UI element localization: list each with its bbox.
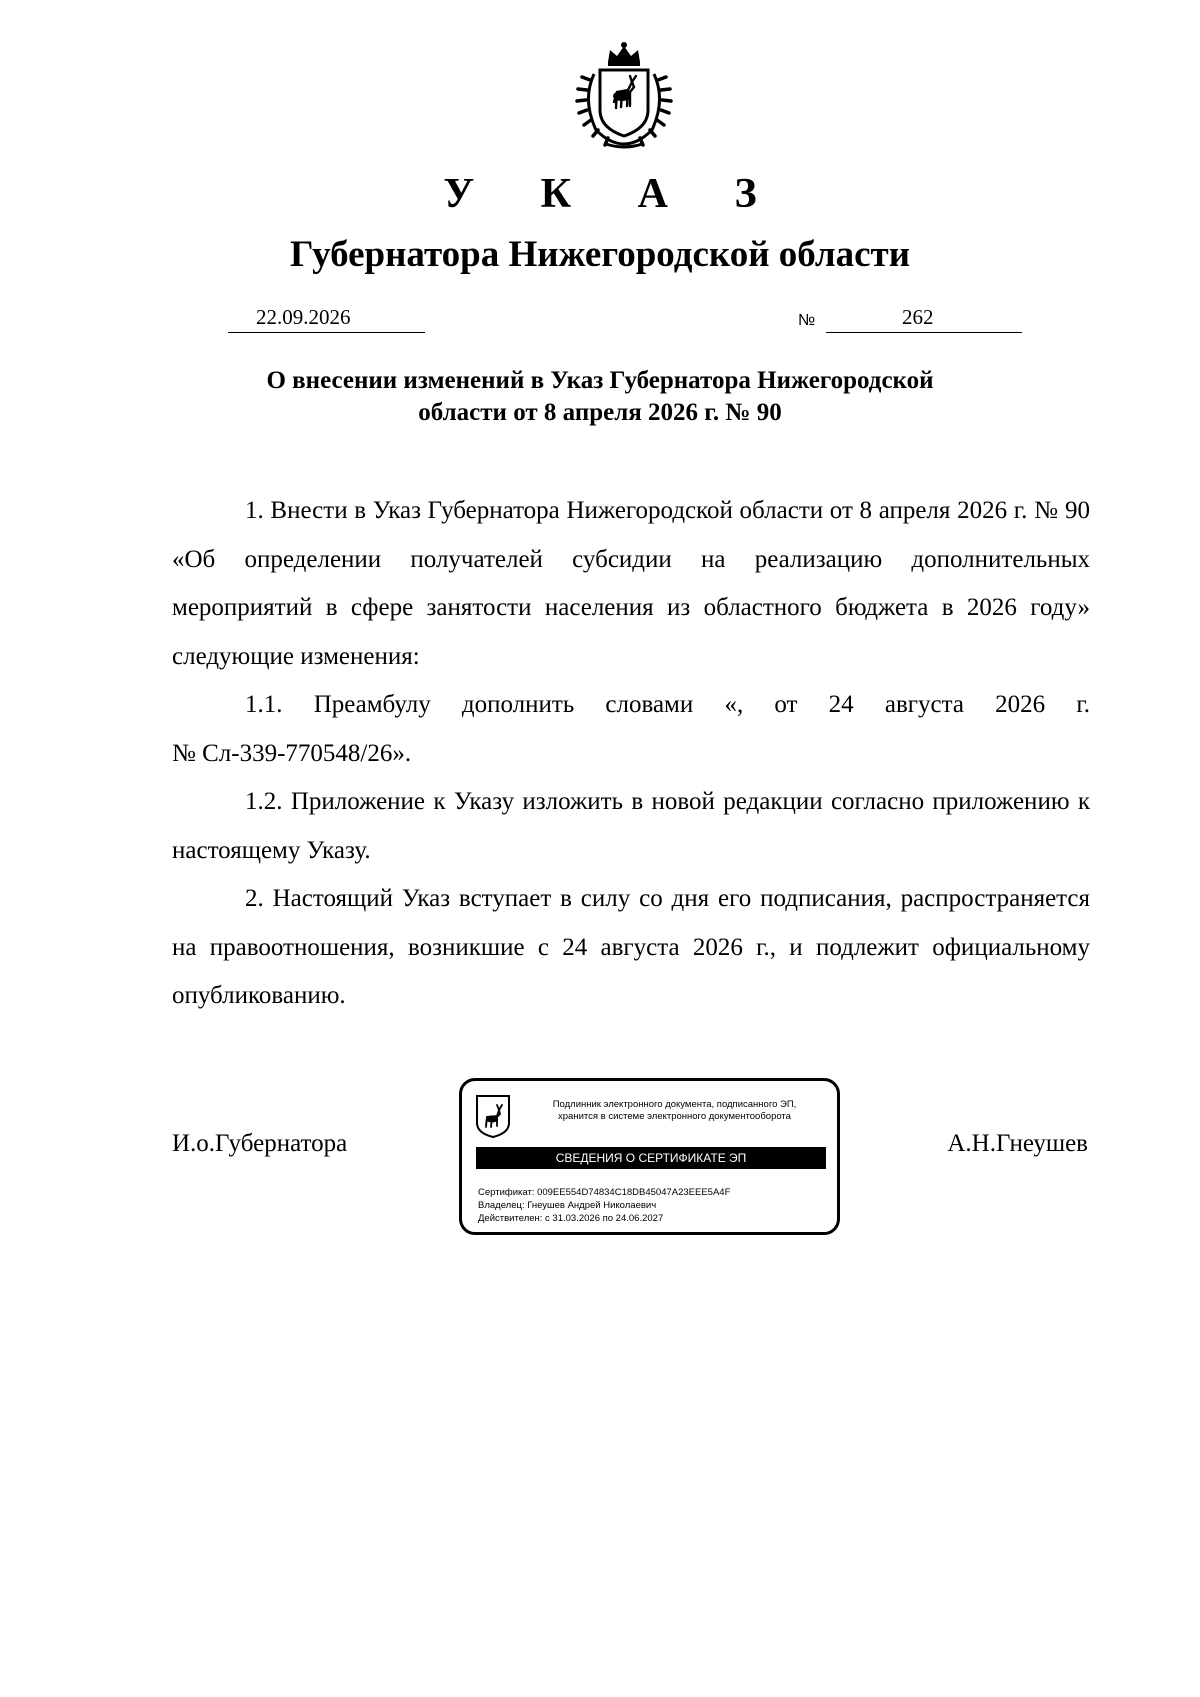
certificate-info-bar: СВЕДЕНИЯ О СЕРТИФИКАТЕ ЭП [476, 1147, 826, 1169]
signer-name: А.Н.Гнеушев [947, 1130, 1088, 1157]
paragraph-2: 2. Настоящий Указ вступает в силу со дня его подписания, распространяется на правоотношения, возникшие с 24 августа 2026 г., и подлежит официальному опубликованию. [172, 885, 1090, 1009]
subject-line-1: О внесении изменений в Указ Губернатора Нижегородской [266, 367, 934, 394]
certificate-details [478, 1186, 730, 1225]
document-body [172, 487, 1090, 1021]
paragraph-1: 1. Внести в Указ Губернатора Нижегородской области от 8 апреля 2026 г. № 90 «Об определении получателей субсидии на реализацию дополнительных мероприятий в сфере занятости населения из областного бюджета в 2026 году» следующие изменения: [172, 497, 1090, 670]
stamp-header-line-2: хранится в системе электронного документооборота [558, 1111, 791, 1122]
number-field [826, 302, 1022, 333]
issuer-title: Губернатора Нижегородской области [289, 234, 911, 275]
deer-shield-icon [474, 1093, 512, 1139]
number-sign: № [798, 312, 816, 329]
document-number: 262 [902, 305, 934, 329]
document-date: 22.09.2026 [256, 305, 351, 329]
certificate-owner: Владелец: Гнеушев Андрей Николаевич [478, 1200, 657, 1211]
paragraph-1-2: 1.2. Приложение к Указу изложить в новой редакции согласно приложению к настоящему Указу. [172, 788, 1090, 864]
signer-position: И.о.Губернатора [172, 1130, 348, 1157]
stamp-header-text [522, 1099, 827, 1123]
coat-of-arms-emblem [570, 40, 678, 150]
electronic-signature-stamp [459, 1078, 840, 1235]
subject-line-2: области от 8 апреля 2026 г. № 90 [418, 399, 782, 426]
certificate-serial: Сертификат: 009EE554D74834C18DB45047A23EEE5A4F [478, 1187, 731, 1198]
document-subject [150, 365, 1050, 429]
paragraph-1-1: 1.1. Преамбулу дополнить словами «, от 24 августа 2026 г. [245, 691, 1090, 718]
stamp-header-line-1: Подлинник электронного документа, подписанного ЭП, [552, 1099, 797, 1110]
certificate-validity: Действителен: с 31.03.2026 по 24.06.2027 [478, 1213, 664, 1224]
date-field [228, 302, 425, 333]
paragraph-1-1-continuation: № Сл-339-770548/26». [172, 739, 412, 767]
document-type-title: У К А З [443, 171, 785, 217]
